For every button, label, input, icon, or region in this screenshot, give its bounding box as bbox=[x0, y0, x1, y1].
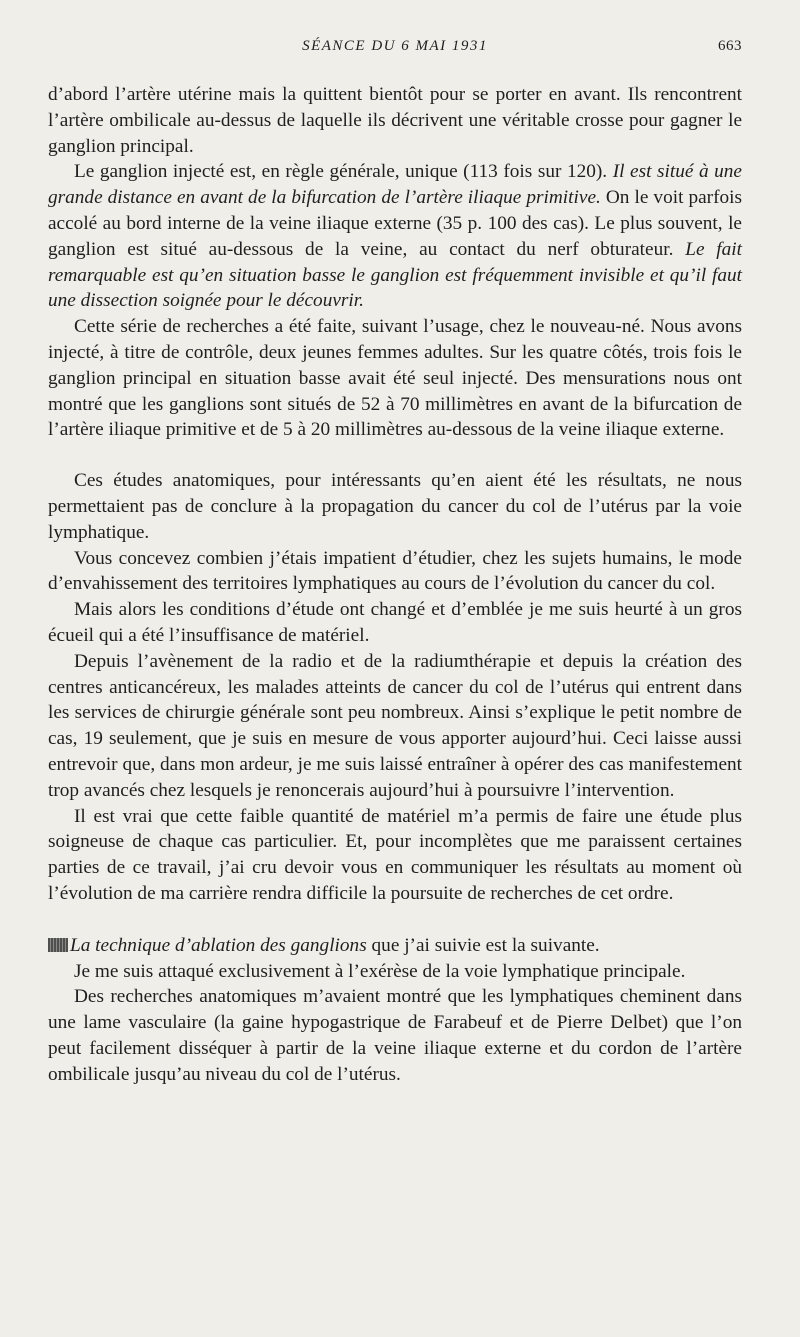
ink-mark-icon bbox=[48, 938, 68, 952]
paragraph-9 bbox=[48, 933, 742, 959]
paragraph-7: Depuis l’avènement de la radio et de la radiumthérapie et depuis la création des centres anticancéreux, les malades atteints de cancer du col de l’utérus qui entrent dans les services de chirurgie générale sont peu nombreux. Ainsi s’explique le petit nombre de cas, 19 seulement, que je suis en mesure de vous apporter aujourd’hui. Ceci laisse aussi entrevoir que, dans mon ardeur, je me suis laissé entraîner à opérer des cas manifestement trop avancés chez lesquels je renoncerais aujourd’hui à poursuivre l’intervention. bbox=[48, 650, 742, 801]
paragraph-1: d’abord l’artère utérine mais la quittent bientôt pour se porter en avant. Ils rencontrent l’artère ombilicale au-dessus de laquelle ils décrivent une véritable crosse pour gagner le ganglion principal. bbox=[48, 84, 742, 157]
paragraph-2-emphasis-2: Le fait remarquable est qu’en situation basse le ganglion est fréquemment invisible et qu’il faut une dissection soignée pour le découvrir. bbox=[48, 238, 742, 312]
paragraph-2-part-a: Le ganglion injecté est, en règle générale, unique (113 fois sur 120). bbox=[74, 161, 608, 183]
page-number: 663 bbox=[718, 38, 742, 54]
running-header bbox=[48, 38, 742, 60]
paragraph-10: Je me suis attaqué exclusivement à l’exérèse de la voie lymphatique principale. bbox=[74, 960, 686, 982]
paragraph-2-emphasis-1: Il est situé à une grande distance en avant de la bifurcation de l’artère iliaque primitive. bbox=[48, 161, 742, 209]
paragraph-3: Cette série de recherches a été faite, suivant l’usage, chez le nouveau-né. Nous avons injecté, à titre de contrôle, deux jeunes femmes adultes. Sur les quatre côtés, trois fois le ganglion principal en situation basse avait été seul injecté. Des mensurations nous ont montré que les ganglions sont situés de 52 à 70 millimètres en avant de la bifurcation de l’artère iliaque primitive et de 5 à 20 millimètres au-dessous de la veine iliaque externe. bbox=[48, 316, 742, 441]
paragraph-4: Ces études anatomiques, pour intéressants qu’en aient été les résultats, ne nous permettaient pas de conclure à la propagation du cancer du col de l’utérus par la voie lymphatique. bbox=[48, 470, 742, 543]
body-text bbox=[48, 82, 742, 1087]
paragraph-6: Mais alors les conditions d’étude ont changé et d’emblée je me suis heurté à un gros écueil qui a été l’insuffisance de matériel. bbox=[48, 599, 742, 646]
paragraph-2-part-c: On le voit parfois accolé au bord interne de la veine iliaque externe (35 p. 100 des cas). Le plus souvent, le ganglion est situé au-dessous de la veine, au contact du nerf obturateur. bbox=[48, 187, 743, 260]
paragraph-11: Des recherches anatomiques m’avaient montré que les lymphatiques cheminent dans une lame vasculaire (la gaine hypogastrique de Farabeuf et de Pierre Delbet) que l’on peut facilement disséquer à partir de la veine iliaque externe et du cordon de l’artère ombilicale jusqu’au niveau du col de l’utérus. bbox=[48, 986, 742, 1085]
paragraph-2 bbox=[48, 159, 742, 314]
paragraph-9-rest: que j’ai suivie est la suivante. bbox=[371, 934, 600, 956]
paragraph-5: Vous concevez combien j’étais impatient d’étudier, chez les sujets humains, le mode d’envahissement des territoires lymphatiques au cours de l’évolution du cancer du col. bbox=[48, 547, 742, 595]
running-title: SÉANCE DU 6 MAI 1931 bbox=[302, 38, 488, 54]
paragraph-8: Il est vrai que cette faible quantité de matériel m’a permis de faire une étude plus soigneuse de chaque cas particulier. Et, pour incomplètes que me paraissent certaines parties de ce travail, j’ai cru devoir vous en communiquer les résultats au moment où l’évolution de ma carrière rendra difficile la poursuite de recherches de cet ordre. bbox=[48, 805, 742, 904]
section-heading: La technique d’ablation des ganglions bbox=[70, 934, 367, 956]
